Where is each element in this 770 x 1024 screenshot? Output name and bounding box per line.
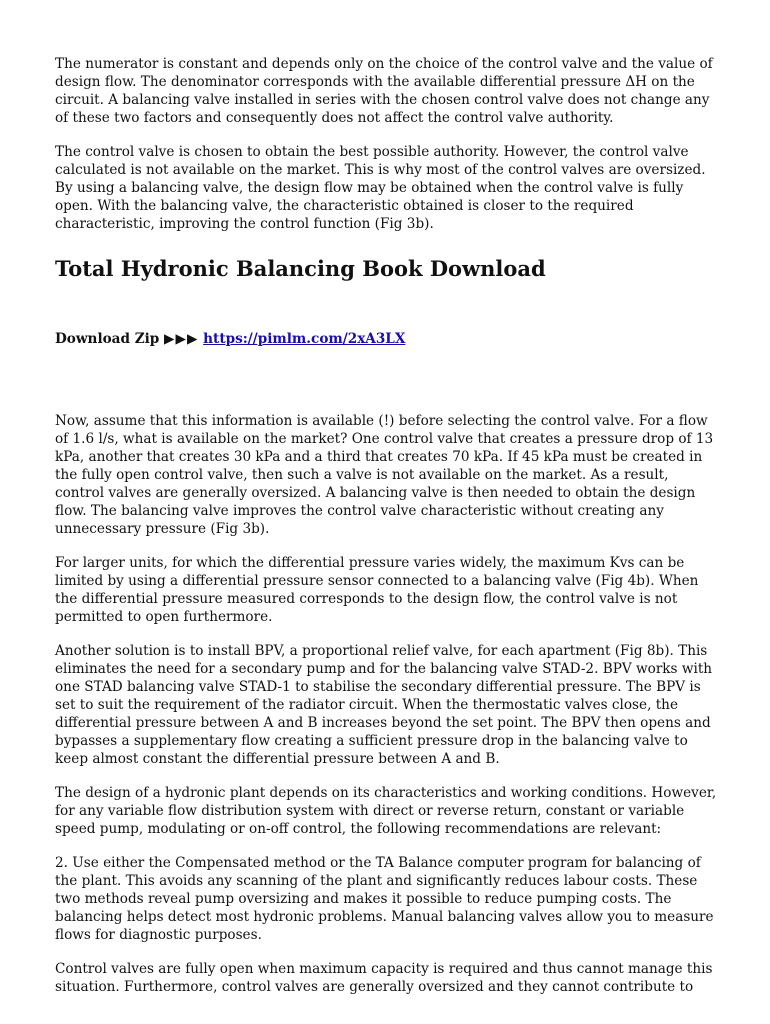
paragraph-larger-units: For larger units, for which the differential pressure varies widely, the maximum Kvs can be limited by using a differential pressure sensor connected to a balancing valve (Fig 4b). When the differential pressure measured corresponds to the design flow, the control valve is not permitted to open furthermore. (55, 555, 699, 625)
document-page (55, 55, 720, 996)
download-link[interactable]: https://pimlm.com/2xA3LX (203, 331, 406, 347)
paragraph-numerator: The numerator is constant and depends only on the choice of the control valve and the value of design flow. The denominator corresponds with the available differential pressure ΔH on the circuit. A balancing valve installed in series with the chosen control valve does not change any of these two factors and consequently does not affect the control valve authority. (55, 56, 713, 126)
download-label: Download Zip (55, 331, 160, 347)
paragraph-assume-information: Now, assume that this information is available (!) before selecting the control valve. For a flow of 1.6 l/s, what is available on the market? One control valve that creates a pressure drop of 13 kPa, another that creates 30 kPa and a third that creates 70 kPa. If 45 kPa must be created in the fully open control valve, then such a valve is not available on the market. As a result, control valves are generally oversized. A balancing valve is then needed to obtain the design flow. The balancing valve improves the control valve characteristic without creating any unnecessary pressure (Fig 3b). (55, 413, 714, 537)
paragraph-compensated-method: 2. Use either the Compensated method or the TA Balance computer program for balancing of the plant. This avoids any scanning of the plant and significantly reduces labour costs. These two methods reveal pump oversizing and makes it possible to reduce pumping costs. The balancing helps detect most hydronic problems. Manual balancing valves allow you to measure flows for diagnostic purposes. (55, 855, 714, 943)
paragraph-control-valve-choice: The control valve is chosen to obtain the best possible authority. However, the control valve calculated is not available on the market. This is why most of the control valves are oversized. By using a balancing valve, the design flow may be obtained when the control valve is fully open. With the balancing valve, the characteristic obtained is closer to the required characteristic, improving the control function (Fig 3b). (55, 144, 706, 232)
arrow-icon: ▶▶▶ (164, 331, 199, 347)
paragraph-control-valves-open: Control valves are fully open when maximum capacity is required and thus cannot manage this situation. Furthermore, control valves are generally oversized and they cannot contribute to (55, 961, 713, 995)
paragraph-bpv-solution: Another solution is to install BPV, a proportional relief valve, for each apartment (Fig 8b). This eliminates the need for a secondary pump and for the balancing valve STAD-2. BPV works with one STAD balancing valve STAD-1 to stabilise the secondary differential pressure. The BPV is set to suit the requirement of the radiator circuit. When the thermostatic valves close, the differential pressure between A and B increases beyond the set point. The BPV then opens and bypasses a supplementary flow creating a sufficient pressure drop in the balancing valve to keep almost constant the differential pressure between A and B. (55, 643, 713, 767)
page-title: Total Hydronic Balancing Book Download (55, 256, 546, 281)
download-line (55, 330, 720, 348)
paragraph-design-recommendations: The design of a hydronic plant depends on its characteristics and working conditions. However, for any variable flow distribution system with direct or reverse return, constant or variable speed pump, modulating or on-off control, the following recommendations are relevant: (55, 785, 717, 837)
article-body (55, 412, 720, 996)
